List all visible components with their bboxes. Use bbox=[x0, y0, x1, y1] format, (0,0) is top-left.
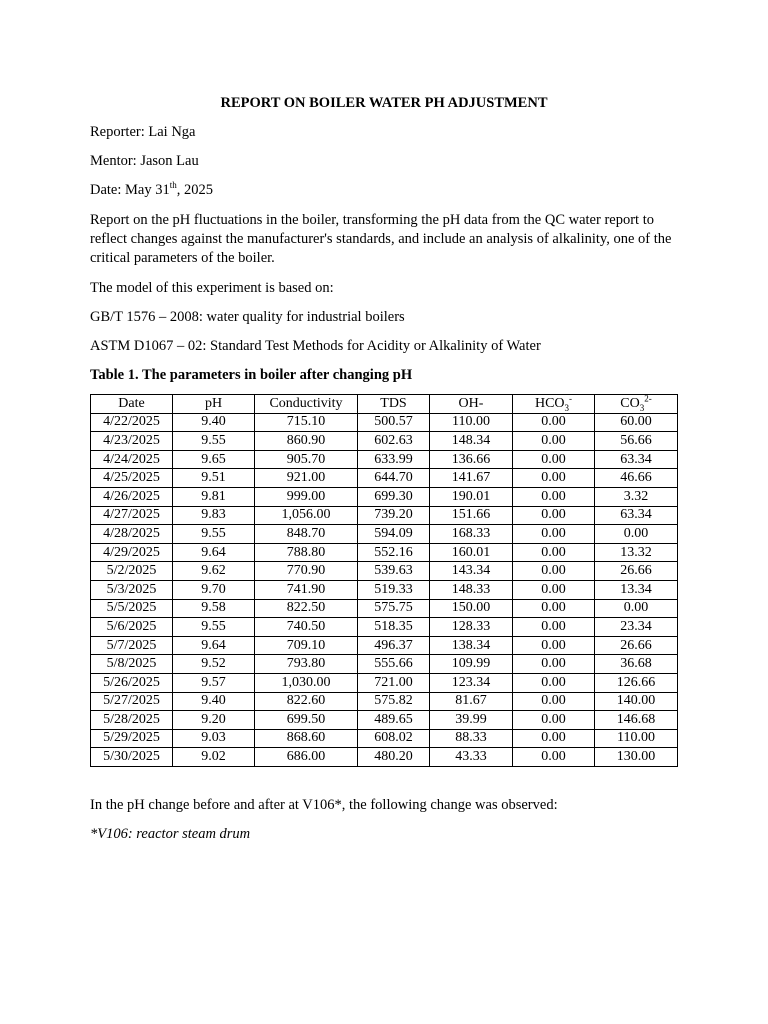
cell-tds: 555.66 bbox=[358, 655, 430, 674]
table-row bbox=[91, 487, 678, 506]
cell-co3: 126.66 bbox=[595, 673, 678, 692]
cell-co3: 130.00 bbox=[595, 748, 678, 767]
cell-hco3: 0.00 bbox=[513, 599, 595, 618]
cell-date: 5/28/2025 bbox=[91, 711, 173, 730]
cell-ph: 9.03 bbox=[173, 729, 255, 748]
cell-co3: 23.34 bbox=[595, 618, 678, 637]
cell-hco3: 0.00 bbox=[513, 692, 595, 711]
cell-conductivity: 822.60 bbox=[255, 692, 358, 711]
header-hco3 bbox=[513, 395, 595, 414]
hco3-sup: - bbox=[569, 393, 573, 404]
cell-tds: 644.70 bbox=[358, 469, 430, 488]
table-row bbox=[91, 599, 678, 618]
cell-tds: 721.00 bbox=[358, 673, 430, 692]
table-row bbox=[91, 525, 678, 544]
cell-co3: 13.34 bbox=[595, 580, 678, 599]
cell-ph: 9.64 bbox=[173, 636, 255, 655]
table-row bbox=[91, 618, 678, 637]
table-row bbox=[91, 692, 678, 711]
cell-oh: 141.67 bbox=[430, 469, 513, 488]
cell-tds: 633.99 bbox=[358, 450, 430, 469]
cell-conductivity: 788.80 bbox=[255, 543, 358, 562]
cell-oh: 81.67 bbox=[430, 692, 513, 711]
cell-oh: 148.34 bbox=[430, 432, 513, 451]
intro-paragraph: Report on the pH fluctuations in the boiler, transforming the pH data from the QC water report to reflect changes against the manufacturer's standards, and include an analysis of alkalinity, one of the critical parameters of the boiler. bbox=[90, 212, 672, 266]
table-row bbox=[91, 636, 678, 655]
cell-date: 4/26/2025 bbox=[91, 487, 173, 506]
date-prefix: Date: May 31 bbox=[90, 182, 170, 198]
cell-tds: 575.75 bbox=[358, 599, 430, 618]
table-row bbox=[91, 543, 678, 562]
cell-ph: 9.52 bbox=[173, 655, 255, 674]
cell-tds: 552.16 bbox=[358, 543, 430, 562]
cell-conductivity: 905.70 bbox=[255, 450, 358, 469]
header-ph: pH bbox=[173, 395, 255, 414]
cell-conductivity: 999.00 bbox=[255, 487, 358, 506]
cell-co3: 63.34 bbox=[595, 450, 678, 469]
cell-conductivity: 921.00 bbox=[255, 469, 358, 488]
cell-date: 5/3/2025 bbox=[91, 580, 173, 599]
reporter-line: Reporter: Lai Nga bbox=[90, 124, 196, 140]
cell-hco3: 0.00 bbox=[513, 618, 595, 637]
cell-date: 5/26/2025 bbox=[91, 673, 173, 692]
cell-ph: 9.20 bbox=[173, 711, 255, 730]
table-row bbox=[91, 413, 678, 432]
cell-conductivity: 740.50 bbox=[255, 618, 358, 637]
cell-oh: 123.34 bbox=[430, 673, 513, 692]
mentor-line: Mentor: Jason Lau bbox=[90, 153, 199, 169]
cell-tds: 539.63 bbox=[358, 562, 430, 581]
cell-date: 4/28/2025 bbox=[91, 525, 173, 544]
cell-tds: 594.09 bbox=[358, 525, 430, 544]
cell-ph: 9.65 bbox=[173, 450, 255, 469]
cell-hco3: 0.00 bbox=[513, 506, 595, 525]
cell-co3: 0.00 bbox=[595, 599, 678, 618]
standard-gb: GB/T 1576 – 2008: water quality for industrial boilers bbox=[90, 309, 405, 325]
cell-date: 4/23/2025 bbox=[91, 432, 173, 451]
cell-co3: 0.00 bbox=[595, 525, 678, 544]
cell-tds: 500.57 bbox=[358, 413, 430, 432]
cell-oh: 143.34 bbox=[430, 562, 513, 581]
cell-conductivity: 822.50 bbox=[255, 599, 358, 618]
cell-ph: 9.62 bbox=[173, 562, 255, 581]
header-conductivity: Conductivity bbox=[255, 395, 358, 414]
cell-hco3: 0.00 bbox=[513, 432, 595, 451]
table-row bbox=[91, 729, 678, 748]
cell-hco3: 0.00 bbox=[513, 525, 595, 544]
cell-date: 4/24/2025 bbox=[91, 450, 173, 469]
cell-ph: 9.02 bbox=[173, 748, 255, 767]
table-row bbox=[91, 469, 678, 488]
cell-date: 5/7/2025 bbox=[91, 636, 173, 655]
cell-ph: 9.55 bbox=[173, 525, 255, 544]
table-row bbox=[91, 506, 678, 525]
co3-base: CO bbox=[620, 395, 640, 411]
cell-co3: 140.00 bbox=[595, 692, 678, 711]
date-suffix: , 2025 bbox=[176, 182, 213, 198]
co3-sub: 3 bbox=[639, 402, 645, 413]
cell-hco3: 0.00 bbox=[513, 580, 595, 599]
cell-conductivity: 741.90 bbox=[255, 580, 358, 599]
cell-tds: 489.65 bbox=[358, 711, 430, 730]
cell-co3: 46.66 bbox=[595, 469, 678, 488]
table-caption: Table 1. The parameters in boiler after changing pH bbox=[90, 367, 413, 383]
cell-tds: 608.02 bbox=[358, 729, 430, 748]
cell-tds: 480.20 bbox=[358, 748, 430, 767]
cell-ph: 9.81 bbox=[173, 487, 255, 506]
cell-co3: 146.68 bbox=[595, 711, 678, 730]
cell-tds: 518.35 bbox=[358, 618, 430, 637]
table-body bbox=[91, 413, 678, 766]
cell-ph: 9.70 bbox=[173, 580, 255, 599]
cell-oh: 110.00 bbox=[430, 413, 513, 432]
cell-ph: 9.40 bbox=[173, 692, 255, 711]
cell-ph: 9.58 bbox=[173, 599, 255, 618]
cell-tds: 602.63 bbox=[358, 432, 430, 451]
cell-oh: 150.00 bbox=[430, 599, 513, 618]
cell-ph: 9.64 bbox=[173, 543, 255, 562]
date-superscript: th bbox=[169, 180, 177, 191]
cell-date: 5/2/2025 bbox=[91, 562, 173, 581]
cell-co3: 36.68 bbox=[595, 655, 678, 674]
header-co3 bbox=[595, 395, 678, 414]
cell-hco3: 0.00 bbox=[513, 729, 595, 748]
cell-co3: 56.66 bbox=[595, 432, 678, 451]
header-date: Date bbox=[91, 395, 173, 414]
cell-co3: 26.66 bbox=[595, 636, 678, 655]
model-intro: The model of this experiment is based on: bbox=[90, 280, 334, 296]
cell-oh: 136.66 bbox=[430, 450, 513, 469]
cell-tds: 699.30 bbox=[358, 487, 430, 506]
cell-conductivity: 1,030.00 bbox=[255, 673, 358, 692]
cell-oh: 39.99 bbox=[430, 711, 513, 730]
cell-conductivity: 793.80 bbox=[255, 655, 358, 674]
table-header-row bbox=[91, 395, 678, 414]
cell-date: 4/22/2025 bbox=[91, 413, 173, 432]
header-oh: OH- bbox=[430, 395, 513, 414]
cell-hco3: 0.00 bbox=[513, 413, 595, 432]
date-line bbox=[90, 182, 678, 199]
cell-tds: 739.20 bbox=[358, 506, 430, 525]
cell-ph: 9.57 bbox=[173, 673, 255, 692]
cell-co3: 63.34 bbox=[595, 506, 678, 525]
cell-conductivity: 686.00 bbox=[255, 748, 358, 767]
cell-tds: 575.82 bbox=[358, 692, 430, 711]
cell-hco3: 0.00 bbox=[513, 469, 595, 488]
table-row bbox=[91, 655, 678, 674]
cell-ph: 9.40 bbox=[173, 413, 255, 432]
cell-ph: 9.51 bbox=[173, 469, 255, 488]
cell-oh: 160.01 bbox=[430, 543, 513, 562]
cell-hco3: 0.00 bbox=[513, 543, 595, 562]
co3-sup: 2- bbox=[644, 393, 652, 404]
cell-co3: 110.00 bbox=[595, 729, 678, 748]
cell-date: 5/30/2025 bbox=[91, 748, 173, 767]
cell-co3: 26.66 bbox=[595, 562, 678, 581]
cell-date: 5/8/2025 bbox=[91, 655, 173, 674]
cell-hco3: 0.00 bbox=[513, 636, 595, 655]
cell-oh: 88.33 bbox=[430, 729, 513, 748]
cell-hco3: 0.00 bbox=[513, 711, 595, 730]
cell-conductivity: 848.70 bbox=[255, 525, 358, 544]
table-row bbox=[91, 450, 678, 469]
cell-oh: 151.66 bbox=[430, 506, 513, 525]
footnote: *V106: reactor steam drum bbox=[90, 825, 251, 842]
cell-tds: 496.37 bbox=[358, 636, 430, 655]
cell-co3: 13.32 bbox=[595, 543, 678, 562]
cell-hco3: 0.00 bbox=[513, 673, 595, 692]
cell-oh: 128.33 bbox=[430, 618, 513, 637]
cell-ph: 9.55 bbox=[173, 432, 255, 451]
observation-text: In the pH change before and after at V106*, the following change was observed: bbox=[90, 796, 558, 813]
cell-date: 4/29/2025 bbox=[91, 543, 173, 562]
cell-date: 5/5/2025 bbox=[91, 599, 173, 618]
cell-hco3: 0.00 bbox=[513, 450, 595, 469]
standard-astm: ASTM D1067 – 02: Standard Test Methods for Acidity or Alkalinity of Water bbox=[90, 338, 541, 354]
cell-oh: 190.01 bbox=[430, 487, 513, 506]
cell-oh: 148.33 bbox=[430, 580, 513, 599]
table-row bbox=[91, 580, 678, 599]
cell-co3: 60.00 bbox=[595, 413, 678, 432]
table-row bbox=[91, 711, 678, 730]
cell-oh: 138.34 bbox=[430, 636, 513, 655]
table-row bbox=[91, 432, 678, 451]
cell-conductivity: 860.90 bbox=[255, 432, 358, 451]
hco3-sub: 3 bbox=[564, 402, 570, 413]
cell-ph: 9.55 bbox=[173, 618, 255, 637]
cell-conductivity: 770.90 bbox=[255, 562, 358, 581]
cell-hco3: 0.00 bbox=[513, 562, 595, 581]
cell-date: 4/27/2025 bbox=[91, 506, 173, 525]
table-row bbox=[91, 673, 678, 692]
cell-conductivity: 699.50 bbox=[255, 711, 358, 730]
report-title: REPORT ON BOILER WATER PH ADJUSTMENT bbox=[220, 95, 548, 111]
table-row bbox=[91, 748, 678, 767]
cell-conductivity: 715.10 bbox=[255, 413, 358, 432]
cell-date: 5/29/2025 bbox=[91, 729, 173, 748]
cell-conductivity: 1,056.00 bbox=[255, 506, 358, 525]
cell-oh: 43.33 bbox=[430, 748, 513, 767]
cell-conductivity: 709.10 bbox=[255, 636, 358, 655]
hco3-base: HCO bbox=[534, 395, 565, 411]
cell-conductivity: 868.60 bbox=[255, 729, 358, 748]
cell-date: 4/25/2025 bbox=[91, 469, 173, 488]
cell-hco3: 0.00 bbox=[513, 655, 595, 674]
cell-ph: 9.83 bbox=[173, 506, 255, 525]
cell-oh: 109.99 bbox=[430, 655, 513, 674]
cell-tds: 519.33 bbox=[358, 580, 430, 599]
cell-co3: 3.32 bbox=[595, 487, 678, 506]
cell-hco3: 0.00 bbox=[513, 487, 595, 506]
cell-date: 5/6/2025 bbox=[91, 618, 173, 637]
cell-date: 5/27/2025 bbox=[91, 692, 173, 711]
header-tds: TDS bbox=[358, 395, 430, 414]
parameters-table bbox=[90, 394, 678, 767]
table-row bbox=[91, 562, 678, 581]
cell-hco3: 0.00 bbox=[513, 748, 595, 767]
cell-oh: 168.33 bbox=[430, 525, 513, 544]
